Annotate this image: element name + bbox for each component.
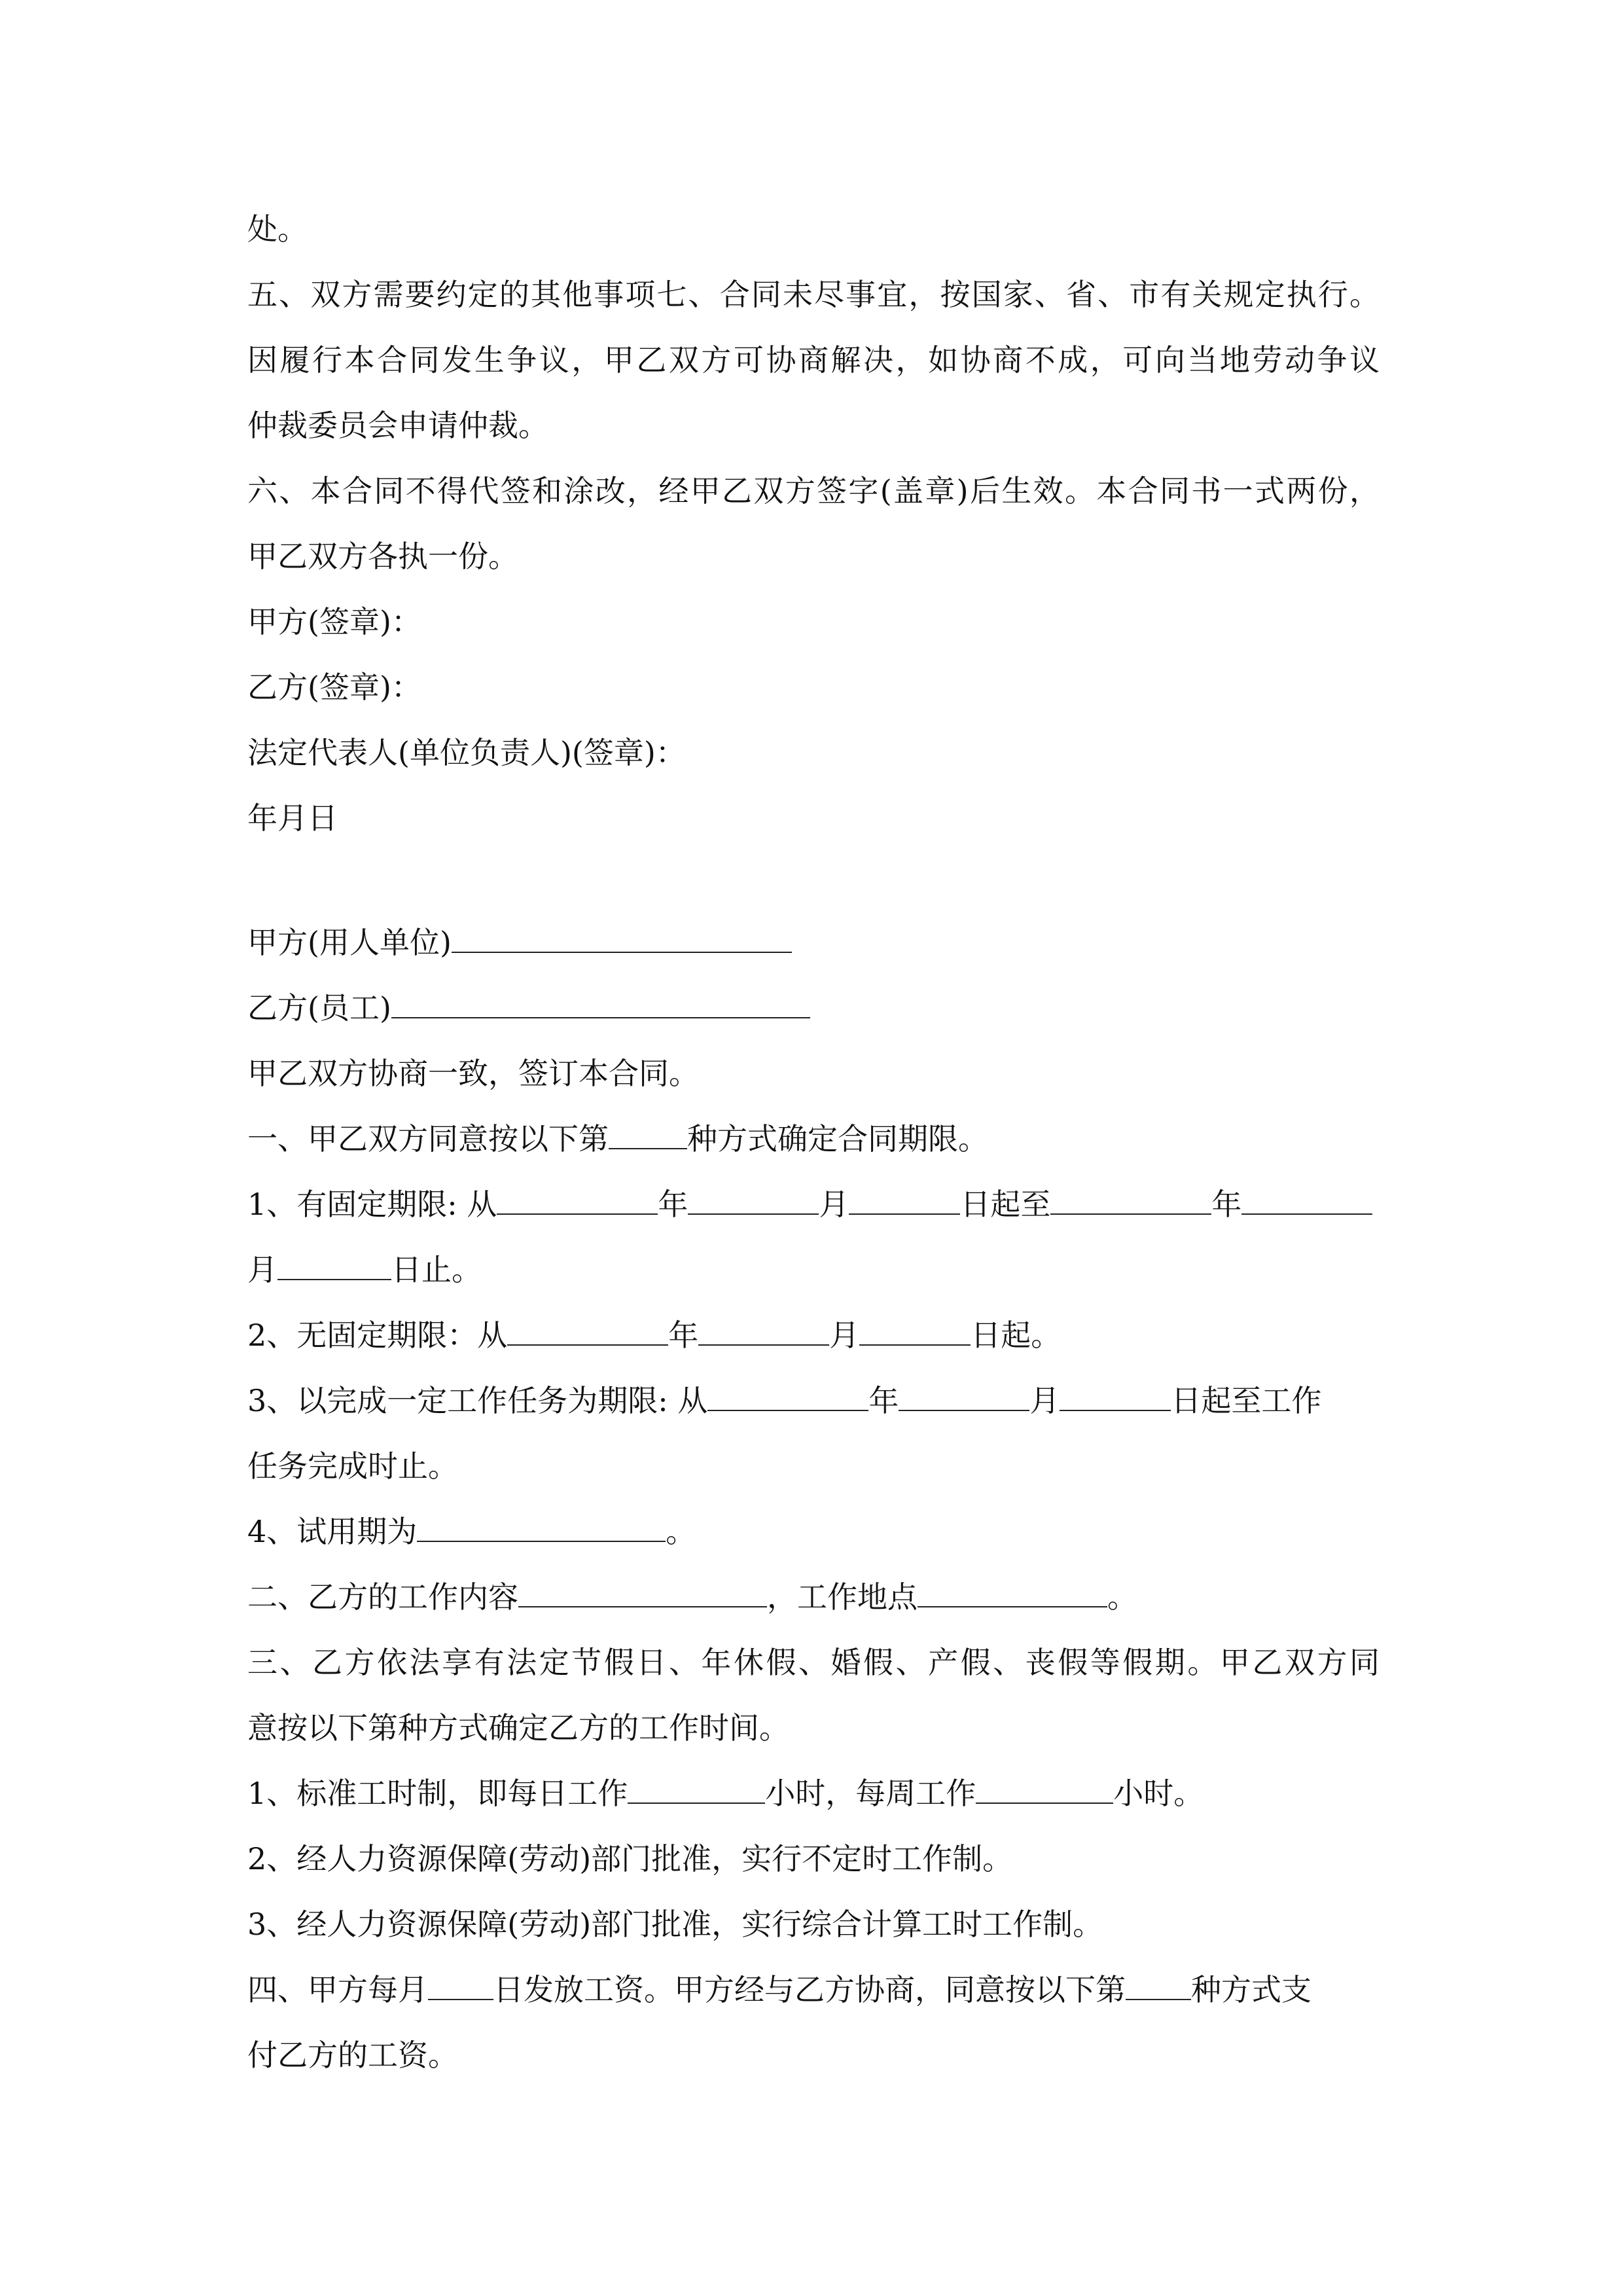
fixed-start-month-blank[interactable] xyxy=(688,1183,819,1215)
task-term-tail: 日起至工作 xyxy=(1171,1383,1322,1418)
fixed-start-day-blank[interactable] xyxy=(849,1183,960,1215)
weekly-hours-blank[interactable] xyxy=(976,1772,1113,1804)
open-term-line xyxy=(247,1302,1380,1368)
party-a-label: 甲方(用人单位) xyxy=(247,925,452,960)
section-one-suffix: 种方式确定合同期限。 xyxy=(687,1121,988,1157)
open-term-prefix: 2、无固定期限：从 xyxy=(247,1318,508,1353)
daily-hours-blank[interactable] xyxy=(628,1772,765,1804)
trial-period-blank[interactable] xyxy=(417,1511,666,1542)
party-b-signature: 乙方(签章)： xyxy=(247,670,421,705)
standard-hours-line xyxy=(247,1761,1380,1826)
open-start-day-blank[interactable] xyxy=(859,1314,971,1346)
party-a-signature: 甲方(签章)： xyxy=(247,604,421,639)
section-gap xyxy=(247,851,1380,910)
period-end: 。 xyxy=(666,1514,696,1549)
open-start-month-blank[interactable] xyxy=(698,1314,829,1346)
pay-day-blank[interactable] xyxy=(428,1969,493,2000)
section-two xyxy=(247,1564,1380,1630)
fixed-end-month-blank[interactable] xyxy=(1241,1183,1372,1215)
pay-method-blank[interactable] xyxy=(1126,1969,1191,2000)
section-three: 三、乙方依法享有法定节假日、年休假、婚假、产假、丧假等假期。甲乙双方同 xyxy=(247,1645,1380,1680)
year-label: 年 xyxy=(658,1187,688,1222)
section-one-prefix: 一、甲乙双方同意按以下第 xyxy=(247,1121,609,1157)
task-start-month-blank[interactable] xyxy=(899,1380,1029,1411)
work-place-blank[interactable] xyxy=(918,1576,1107,1607)
text-line: 处。 xyxy=(247,211,308,247)
task-start-year-blank[interactable] xyxy=(707,1380,868,1411)
term-method-blank[interactable] xyxy=(609,1118,687,1149)
month-label: 月 xyxy=(829,1318,860,1353)
party-a-line xyxy=(247,910,1380,975)
job-content-label: 二、乙方的工作内容 xyxy=(247,1579,518,1615)
legal-representative-signature: 法定代表人(单位负责人)(签章)： xyxy=(247,735,686,770)
party-b-blank[interactable] xyxy=(391,987,810,1018)
comprehensive-hours-line: 3、经人力资源保障(劳动)部门批准，实行综合计算工时工作制。 xyxy=(247,1907,1103,1942)
party-b-label: 乙方(员工) xyxy=(247,990,391,1026)
section-one xyxy=(247,1106,1380,1172)
day-end-label: 日止。 xyxy=(391,1252,482,1287)
trial-period-line xyxy=(247,1499,1380,1564)
standard-hours-mid: 小时，每周工作 xyxy=(765,1776,976,1811)
year-label: 年 xyxy=(668,1318,699,1353)
contract-text xyxy=(247,196,1380,2088)
month-label: 月 xyxy=(1029,1383,1060,1418)
fixed-start-year-blank[interactable] xyxy=(497,1183,658,1215)
year-label: 年 xyxy=(868,1383,899,1418)
fixed-end-day-blank[interactable] xyxy=(277,1249,391,1280)
date-line: 年月日 xyxy=(247,800,338,836)
open-start-year-blank[interactable] xyxy=(507,1314,668,1346)
fixed-end-year-blank[interactable] xyxy=(1050,1183,1211,1215)
year-label: 年 xyxy=(1211,1187,1242,1222)
task-start-day-blank[interactable] xyxy=(1060,1380,1171,1411)
task-term-line xyxy=(247,1368,1380,1433)
fixed-term-prefix: 1、有固定期限: 从 xyxy=(247,1187,497,1222)
work-place-label: ，工作地点 xyxy=(767,1579,918,1615)
agreement-line: 甲乙双方协商一致，签订本合同。 xyxy=(247,1056,699,1091)
dispute-clause: 因履行本合同发生争议，甲乙双方可协商解决，如协商不成，可向当地劳动争议 xyxy=(247,342,1380,378)
clause-six: 六、本合同不得代签和涂改，经甲乙双方签字(盖章)后生效。本合同书一式两份， xyxy=(247,473,1380,509)
day-from-to-label: 日起至 xyxy=(960,1187,1051,1222)
job-content-blank[interactable] xyxy=(518,1576,767,1607)
trial-period-prefix: 4、试用期为 xyxy=(247,1514,418,1549)
month-label: 月 xyxy=(247,1252,277,1287)
party-b-line xyxy=(247,975,1380,1041)
fixed-term-line xyxy=(247,1172,1380,1237)
day-start-label: 日起。 xyxy=(971,1318,1061,1353)
task-term-cont: 任务完成时止。 xyxy=(247,1448,458,1484)
section-four-cont: 付乙方的工资。 xyxy=(247,2037,458,2073)
section-four xyxy=(247,1957,1380,2022)
fixed-term-end-line xyxy=(247,1237,1380,1302)
text-line: 仲裁委员会申请仲裁。 xyxy=(247,408,548,443)
section-four-suffix: 种方式支 xyxy=(1191,1972,1311,2007)
standard-hours-prefix: 1、标准工时制，即每日工作 xyxy=(247,1776,628,1811)
clause-five: 五、双方需要约定的其他事项七、合同未尽事宜，按国家、省、市有关规定执行。 xyxy=(247,277,1380,312)
period-end: 。 xyxy=(1107,1579,1137,1615)
party-a-blank[interactable] xyxy=(452,922,792,953)
section-four-prefix: 四、甲方每月 xyxy=(247,1972,428,2007)
month-label: 月 xyxy=(819,1187,849,1222)
task-term-prefix: 3、以完成一定工作任务为期限: 从 xyxy=(247,1383,708,1418)
standard-hours-suffix: 小时。 xyxy=(1113,1776,1204,1811)
text-line: 甲乙双方各执一份。 xyxy=(247,539,518,574)
section-four-mid: 日发放工资。甲方经与乙方协商，同意按以下第 xyxy=(493,1972,1126,2007)
flexible-hours-line: 2、经人力资源保障(劳动)部门批准，实行不定时工作制。 xyxy=(247,1841,1013,1876)
section-three-cont: 意按以下第种方式确定乙方的工作时间。 xyxy=(247,1710,789,1746)
